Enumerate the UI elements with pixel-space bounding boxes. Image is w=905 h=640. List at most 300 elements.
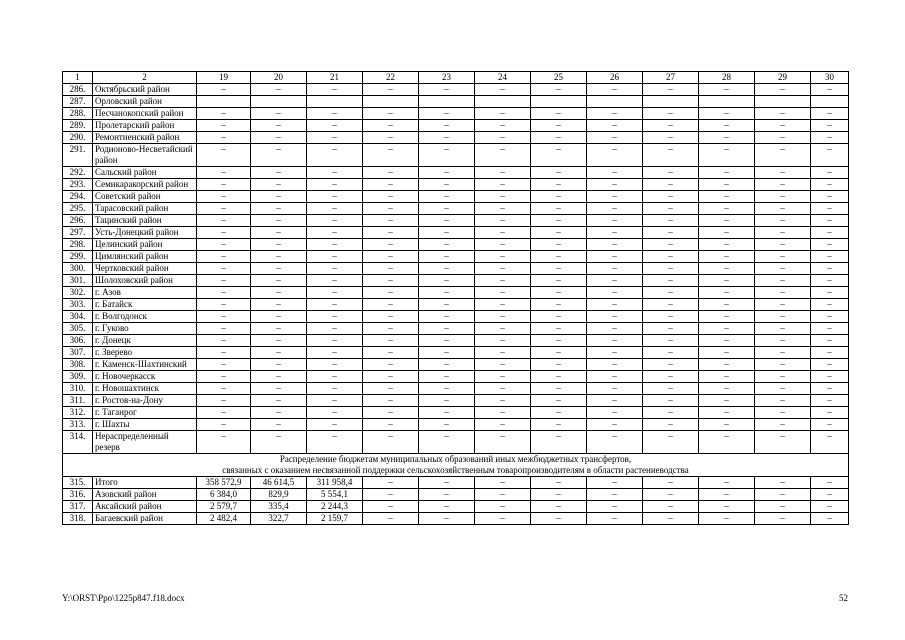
value-cell: – — [419, 311, 475, 323]
value-cell: – — [251, 203, 307, 215]
value-cell: – — [811, 431, 849, 454]
value-cell: – — [419, 371, 475, 383]
row-name-cell: Целинский район — [93, 239, 197, 251]
value-cell: – — [755, 275, 811, 287]
value-cell: – — [755, 347, 811, 359]
value-cell: – — [475, 431, 531, 454]
row-number-cell: 298. — [63, 239, 93, 251]
value-cell: – — [699, 407, 755, 419]
value-cell: – — [755, 489, 811, 501]
value-cell: – — [643, 144, 699, 167]
table-row — [63, 167, 849, 179]
table-row — [63, 407, 849, 419]
value-cell: 6 384,0 — [197, 489, 251, 501]
header-cell: 24 — [475, 72, 531, 84]
row-number-cell: 303. — [63, 299, 93, 311]
value-cell: – — [643, 477, 699, 489]
value-cell: – — [251, 395, 307, 407]
section-title-row — [63, 454, 849, 477]
value-cell: – — [587, 431, 643, 454]
row-name-cell: Тацинский район — [93, 215, 197, 227]
row-name-cell: г. Азов — [93, 287, 197, 299]
value-cell: – — [419, 489, 475, 501]
value-cell — [531, 96, 587, 108]
value-cell: – — [811, 311, 849, 323]
value-cell: – — [531, 359, 587, 371]
value-cell: – — [811, 227, 849, 239]
value-cell: – — [531, 299, 587, 311]
value-cell: – — [419, 227, 475, 239]
value-cell: – — [587, 489, 643, 501]
value-cell — [307, 96, 363, 108]
value-cell: 5 554,1 — [307, 489, 363, 501]
value-cell: – — [307, 191, 363, 203]
value-cell: – — [251, 275, 307, 287]
value-cell — [419, 96, 475, 108]
value-cell: – — [531, 84, 587, 96]
value-cell: – — [755, 323, 811, 335]
value-cell: – — [699, 371, 755, 383]
value-cell: – — [363, 489, 419, 501]
value-cell: – — [531, 251, 587, 263]
value-cell: – — [587, 215, 643, 227]
value-cell: – — [587, 323, 643, 335]
value-cell: – — [587, 287, 643, 299]
value-cell: – — [643, 263, 699, 275]
value-cell: – — [419, 323, 475, 335]
value-cell: – — [699, 179, 755, 191]
value-cell: – — [419, 132, 475, 144]
value-cell: – — [363, 419, 419, 431]
row-name-cell: г. Зверево — [93, 347, 197, 359]
value-cell: – — [475, 179, 531, 191]
row-name-cell: г. Новочеркасск — [93, 371, 197, 383]
value-cell: – — [643, 431, 699, 454]
value-cell: – — [755, 335, 811, 347]
value-cell: – — [531, 371, 587, 383]
value-cell: – — [811, 275, 849, 287]
value-cell: – — [307, 299, 363, 311]
value-cell: – — [363, 407, 419, 419]
value-cell: – — [307, 335, 363, 347]
value-cell: – — [699, 513, 755, 525]
row-number-cell: 287. — [63, 96, 93, 108]
value-cell: – — [197, 263, 251, 275]
value-cell: – — [197, 347, 251, 359]
value-cell: – — [587, 407, 643, 419]
value-cell: – — [531, 501, 587, 513]
value-cell: – — [197, 215, 251, 227]
value-cell: – — [755, 263, 811, 275]
value-cell: – — [643, 227, 699, 239]
row-number-cell: 302. — [63, 287, 93, 299]
value-cell: – — [587, 275, 643, 287]
value-cell: – — [363, 383, 419, 395]
value-cell: 335,4 — [251, 501, 307, 513]
row-number-cell: 313. — [63, 419, 93, 431]
value-cell: – — [475, 513, 531, 525]
value-cell: – — [587, 311, 643, 323]
value-cell: – — [307, 347, 363, 359]
value-cell: 46 614,5 — [251, 477, 307, 489]
value-cell: – — [419, 359, 475, 371]
value-cell: – — [475, 251, 531, 263]
value-cell: 829,9 — [251, 489, 307, 501]
value-cell: – — [197, 84, 251, 96]
value-cell: – — [811, 215, 849, 227]
value-cell: – — [587, 477, 643, 489]
value-cell: – — [755, 191, 811, 203]
header-cell: 20 — [251, 72, 307, 84]
value-cell: – — [531, 215, 587, 227]
value-cell: – — [419, 263, 475, 275]
value-cell: – — [755, 371, 811, 383]
value-cell: – — [363, 167, 419, 179]
value-cell: – — [363, 132, 419, 144]
row-name-cell: г. Донецк — [93, 335, 197, 347]
row-name-cell: г. Ростов-на-Дону — [93, 395, 197, 407]
value-cell: – — [699, 359, 755, 371]
value-cell: – — [197, 383, 251, 395]
row-number-cell: 289. — [63, 120, 93, 132]
value-cell: – — [811, 419, 849, 431]
value-cell: – — [251, 287, 307, 299]
value-cell: – — [251, 167, 307, 179]
value-cell: – — [699, 323, 755, 335]
value-cell: – — [531, 239, 587, 251]
value-cell: – — [307, 419, 363, 431]
value-cell: – — [475, 323, 531, 335]
value-cell: – — [251, 108, 307, 120]
value-cell: – — [419, 431, 475, 454]
value-cell: – — [699, 144, 755, 167]
value-cell: – — [755, 477, 811, 489]
value-cell: 311 958,4 — [307, 477, 363, 489]
value-cell: – — [307, 263, 363, 275]
value-cell: – — [419, 335, 475, 347]
value-cell: – — [755, 167, 811, 179]
value-cell: – — [811, 477, 849, 489]
value-cell: – — [643, 347, 699, 359]
value-cell: – — [419, 287, 475, 299]
value-cell: – — [475, 84, 531, 96]
header-cell: 30 — [811, 72, 849, 84]
value-cell: – — [419, 383, 475, 395]
row-name-cell: г. Каменск-Шахтинский — [93, 359, 197, 371]
table-row — [63, 96, 849, 108]
value-cell: – — [251, 179, 307, 191]
row-number-cell: 301. — [63, 275, 93, 287]
value-cell: – — [755, 120, 811, 132]
value-cell: – — [643, 323, 699, 335]
value-cell: – — [197, 407, 251, 419]
value-cell: – — [363, 477, 419, 489]
value-cell: – — [197, 359, 251, 371]
value-cell: – — [811, 287, 849, 299]
value-cell: – — [755, 513, 811, 525]
table-row — [63, 395, 849, 407]
value-cell: – — [363, 275, 419, 287]
value-cell: – — [419, 239, 475, 251]
value-cell: – — [531, 311, 587, 323]
value-cell: 2 159,7 — [307, 513, 363, 525]
value-cell: – — [251, 120, 307, 132]
table-row — [63, 299, 849, 311]
row-name-cell: Итого — [93, 477, 197, 489]
table-row — [63, 275, 849, 287]
value-cell: – — [699, 167, 755, 179]
value-cell: – — [419, 108, 475, 120]
table-row — [63, 501, 849, 513]
value-cell: – — [811, 203, 849, 215]
row-number-cell: 309. — [63, 371, 93, 383]
value-cell: – — [307, 120, 363, 132]
value-cell: – — [419, 395, 475, 407]
table-row — [63, 513, 849, 525]
value-cell: – — [363, 108, 419, 120]
value-cell — [251, 96, 307, 108]
value-cell: – — [475, 203, 531, 215]
value-cell: – — [587, 501, 643, 513]
row-number-cell: 291. — [63, 144, 93, 167]
value-cell: – — [197, 419, 251, 431]
value-cell: – — [197, 299, 251, 311]
value-cell: – — [531, 227, 587, 239]
header-cell: 19 — [197, 72, 251, 84]
value-cell: – — [419, 347, 475, 359]
value-cell: – — [811, 299, 849, 311]
value-cell: – — [587, 383, 643, 395]
table-row — [63, 371, 849, 383]
value-cell: – — [197, 335, 251, 347]
value-cell: – — [755, 179, 811, 191]
row-name-cell: Шолоховский район — [93, 275, 197, 287]
value-cell: – — [475, 144, 531, 167]
value-cell: – — [475, 132, 531, 144]
value-cell: – — [251, 371, 307, 383]
row-name-cell: г. Волгодонск — [93, 311, 197, 323]
value-cell: – — [699, 419, 755, 431]
row-name-cell: Багаевский район — [93, 513, 197, 525]
row-name-cell: Цимлянский район — [93, 251, 197, 263]
value-cell: – — [587, 84, 643, 96]
table-row — [63, 108, 849, 120]
value-cell: – — [419, 275, 475, 287]
row-name-cell: г. Новошахтинск — [93, 383, 197, 395]
value-cell: – — [307, 132, 363, 144]
value-cell: – — [699, 263, 755, 275]
value-cell: – — [811, 179, 849, 191]
value-cell: – — [755, 84, 811, 96]
row-name-cell: Аксайский район — [93, 501, 197, 513]
value-cell: – — [475, 489, 531, 501]
value-cell: – — [197, 203, 251, 215]
value-cell: – — [475, 419, 531, 431]
value-cell: – — [307, 323, 363, 335]
table-row — [63, 359, 849, 371]
value-cell: 358 572,9 — [197, 477, 251, 489]
value-cell: – — [531, 167, 587, 179]
table-row — [63, 251, 849, 263]
value-cell: – — [587, 251, 643, 263]
value-cell: – — [307, 275, 363, 287]
value-cell: 322,7 — [251, 513, 307, 525]
value-cell: – — [419, 84, 475, 96]
value-cell: – — [811, 501, 849, 513]
value-cell: – — [363, 84, 419, 96]
value-cell: – — [251, 323, 307, 335]
value-cell — [475, 96, 531, 108]
value-cell: – — [197, 144, 251, 167]
value-cell: – — [251, 84, 307, 96]
value-cell: – — [699, 239, 755, 251]
value-cell: – — [363, 311, 419, 323]
value-cell: – — [755, 215, 811, 227]
value-cell: – — [587, 179, 643, 191]
value-cell: – — [755, 407, 811, 419]
section-title-line: связанных с оказанием несвязанной поддержки сельскохозяйственным товаропроизводителям в области растениеводства — [222, 465, 689, 475]
value-cell — [699, 96, 755, 108]
value-cell: – — [699, 489, 755, 501]
value-cell: – — [363, 239, 419, 251]
value-cell: – — [307, 371, 363, 383]
value-cell: – — [363, 299, 419, 311]
table-row — [63, 179, 849, 191]
row-number-cell: 304. — [63, 311, 93, 323]
value-cell: – — [475, 287, 531, 299]
section-title — [63, 454, 849, 477]
value-cell: – — [643, 167, 699, 179]
row-number-cell: 290. — [63, 132, 93, 144]
value-cell: – — [363, 179, 419, 191]
header-cell: 1 — [63, 72, 93, 84]
value-cell: – — [699, 477, 755, 489]
header-cell: 21 — [307, 72, 363, 84]
value-cell: – — [475, 311, 531, 323]
value-cell: – — [307, 227, 363, 239]
value-cell: – — [307, 215, 363, 227]
value-cell: – — [811, 359, 849, 371]
value-cell: – — [587, 132, 643, 144]
value-cell: – — [643, 275, 699, 287]
table-body — [63, 72, 849, 525]
value-cell: – — [587, 513, 643, 525]
value-cell: – — [531, 263, 587, 275]
value-cell: – — [363, 431, 419, 454]
value-cell: – — [587, 227, 643, 239]
value-cell: – — [755, 395, 811, 407]
value-cell: – — [699, 501, 755, 513]
value-cell: – — [643, 501, 699, 513]
row-number-cell: 294. — [63, 191, 93, 203]
header-cell: 23 — [419, 72, 475, 84]
value-cell: – — [363, 191, 419, 203]
value-cell — [197, 96, 251, 108]
value-cell: – — [307, 407, 363, 419]
table-row — [63, 263, 849, 275]
value-cell: – — [531, 419, 587, 431]
value-cell: – — [699, 120, 755, 132]
value-cell: – — [587, 120, 643, 132]
table-row — [63, 431, 849, 454]
row-number-cell: 310. — [63, 383, 93, 395]
value-cell: – — [811, 251, 849, 263]
value-cell: – — [643, 359, 699, 371]
value-cell: – — [643, 407, 699, 419]
value-cell: – — [197, 108, 251, 120]
value-cell: – — [197, 132, 251, 144]
value-cell: – — [419, 203, 475, 215]
value-cell: – — [251, 144, 307, 167]
value-cell: – — [363, 144, 419, 167]
row-number-cell: 306. — [63, 335, 93, 347]
value-cell: – — [475, 395, 531, 407]
row-name-cell: г. Гуково — [93, 323, 197, 335]
value-cell: – — [531, 513, 587, 525]
table-row — [63, 477, 849, 489]
value-cell: – — [755, 419, 811, 431]
value-cell: – — [307, 108, 363, 120]
value-cell: – — [643, 395, 699, 407]
value-cell: – — [475, 501, 531, 513]
value-cell: – — [419, 419, 475, 431]
value-cell: – — [587, 359, 643, 371]
value-cell: – — [197, 371, 251, 383]
value-cell: – — [251, 191, 307, 203]
value-cell: – — [531, 335, 587, 347]
value-cell: – — [531, 395, 587, 407]
value-cell: – — [307, 84, 363, 96]
row-name-cell: Семикаракорский район — [93, 179, 197, 191]
value-cell: – — [587, 144, 643, 167]
row-number-cell: 308. — [63, 359, 93, 371]
value-cell: – — [755, 431, 811, 454]
row-number-cell: 297. — [63, 227, 93, 239]
value-cell: – — [811, 120, 849, 132]
value-cell: – — [197, 287, 251, 299]
value-cell: – — [531, 431, 587, 454]
row-name-cell: Чертковский район — [93, 263, 197, 275]
value-cell: – — [197, 395, 251, 407]
row-name-cell: г. Шахты — [93, 419, 197, 431]
row-number-cell: 299. — [63, 251, 93, 263]
value-cell: – — [811, 323, 849, 335]
value-cell: – — [251, 263, 307, 275]
value-cell: – — [755, 311, 811, 323]
value-cell: – — [197, 431, 251, 454]
value-cell: – — [699, 227, 755, 239]
value-cell: – — [699, 275, 755, 287]
value-cell: – — [699, 299, 755, 311]
value-cell: – — [531, 179, 587, 191]
value-cell: 2 244,3 — [307, 501, 363, 513]
value-cell: – — [643, 335, 699, 347]
value-cell: – — [363, 251, 419, 263]
value-cell: – — [251, 299, 307, 311]
value-cell: – — [699, 311, 755, 323]
value-cell: – — [811, 383, 849, 395]
value-cell: – — [699, 287, 755, 299]
value-cell: – — [811, 144, 849, 167]
value-cell: – — [419, 501, 475, 513]
row-name-cell: Песчанокопский район — [93, 108, 197, 120]
value-cell: – — [363, 323, 419, 335]
footer-page-number: 52 — [839, 593, 848, 603]
row-number-cell: 295. — [63, 203, 93, 215]
value-cell: – — [307, 203, 363, 215]
value-cell: – — [587, 395, 643, 407]
value-cell: – — [307, 167, 363, 179]
